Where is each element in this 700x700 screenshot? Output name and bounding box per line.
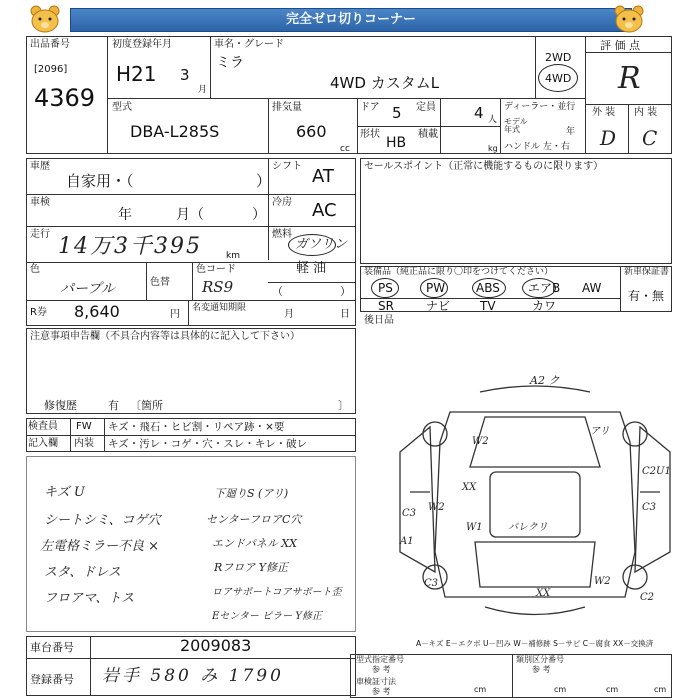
- history-value: 自家用・（: [66, 172, 134, 190]
- chassis-label: 車台番号: [30, 641, 74, 654]
- mark-w2-a: W2: [472, 436, 489, 447]
- entry-label: 記入欄: [28, 438, 58, 449]
- dealer-model-year-label: モデル 年式: [504, 117, 528, 134]
- dealer-handle-label: ハンドル 左・右: [504, 142, 570, 152]
- score-int-value: C: [642, 126, 658, 150]
- equip-ps-circle: [371, 278, 399, 298]
- note-left-4: スタ、ドレス: [44, 565, 121, 580]
- type-code-label: 類別区分番号: [516, 655, 564, 664]
- mark-c2u1: C2U1: [642, 466, 671, 477]
- note-left-1: キズ U: [44, 485, 85, 500]
- equip-navi: ナビ: [426, 299, 451, 313]
- mark-w2-b: W2: [428, 502, 445, 513]
- fuel-diesel: 軽 油: [296, 261, 327, 276]
- mileage-label: 走行: [30, 229, 50, 240]
- color-code-label: 色コード: [196, 264, 236, 275]
- sales-point-section: [360, 158, 672, 264]
- ac-label: 冷房: [272, 197, 292, 208]
- model-label: 型式: [112, 102, 132, 113]
- note-right-2: センターフロアC穴: [206, 513, 302, 526]
- warranty-label: 新車保証書: [624, 267, 670, 277]
- entry-items: キズ・汚レ・コゲ・穴・スレ・キレ・破レ: [108, 438, 308, 450]
- cert-label: 車検証寸法: [356, 677, 396, 686]
- mark-xx-b: XX: [536, 588, 551, 599]
- recycle-unit: 円: [170, 309, 180, 320]
- fuel-close: ）: [340, 285, 351, 298]
- history-label: 車歴: [30, 161, 50, 172]
- capacity-unit: 人: [488, 115, 498, 125]
- color-value: パープル: [60, 281, 115, 297]
- mark-w2-c: W2: [594, 576, 611, 587]
- inspection-label: 車検: [30, 197, 50, 208]
- inspection-month: 月（: [176, 207, 204, 223]
- drive-4wd: 4WD: [545, 72, 572, 85]
- cm-2: cm: [554, 685, 567, 694]
- capacity-value: 4: [474, 104, 484, 122]
- note-right-3: エンドパネル XX: [212, 537, 297, 550]
- banner-title: 完全ゼロ切りコーナー: [70, 8, 632, 32]
- capacity-label: 定員: [416, 102, 436, 113]
- model-value: DBA-L285S: [130, 122, 220, 141]
- model-code-label: 型式指定番号: [356, 655, 404, 664]
- note-right-5: ロアサポートコアサポート歪: [212, 587, 342, 598]
- mark-ari: アリ: [590, 426, 610, 437]
- inspection-close: ）: [252, 207, 266, 223]
- registration-month: 3: [180, 66, 190, 84]
- equip-aw: AW: [582, 281, 602, 295]
- shift-label: シフト: [272, 161, 302, 172]
- equip-airbag-circle: [522, 278, 556, 298]
- mark-c3-a: C3: [402, 508, 417, 519]
- diagram-legend: A－キズ E－エクボ U－凹み W－補修跡 S－サビ C－腐食 XX－交換済: [416, 639, 654, 648]
- note-right-1: 下廻りS (アリ): [214, 487, 289, 500]
- equipment-label: 装備品（純正品に限り〇印をつけてください）: [364, 267, 554, 277]
- shift-value: AT: [312, 166, 334, 187]
- bear-mascot-left-icon: [28, 4, 62, 34]
- equip-pw: PW: [426, 281, 446, 295]
- entry-interior: 内装: [74, 438, 94, 449]
- bear-mascot-right-icon: [612, 4, 646, 34]
- cm-3: cm: [606, 685, 619, 694]
- inspection-year: 年: [118, 207, 132, 223]
- shape-value: HB: [386, 135, 407, 151]
- note-right-4: Rフロア Y修正: [214, 561, 289, 574]
- car-damage-diagram: [390, 372, 680, 632]
- mark-top: A2 ク: [530, 374, 560, 387]
- mark-c3-b: C3: [642, 502, 657, 513]
- inspector-items: キズ・飛石・ヒビ割・リペア跡・×要: [108, 421, 285, 433]
- notice-month: 月: [284, 309, 294, 320]
- fuel-label: 燃料: [272, 229, 292, 240]
- note-right-6: Eセンター ピラー Y修正: [212, 611, 322, 622]
- mark-a1: A1: [400, 536, 414, 547]
- equip-tv: TV: [480, 299, 496, 313]
- chassis-value: 2009083: [180, 636, 252, 655]
- equip-pw-circle: [420, 278, 448, 298]
- cm-1: cm: [474, 685, 487, 694]
- engine-unit: cc: [340, 144, 350, 154]
- inspector-label: 検査員: [28, 421, 58, 432]
- car-label: 車名・グレード: [214, 39, 284, 50]
- mark-c2: C2: [640, 592, 655, 603]
- registration-label: 初度登録年月: [112, 39, 172, 50]
- fuel-open: （: [272, 285, 283, 298]
- repair-value: 有: [108, 399, 119, 412]
- equip-airbag: エアB: [528, 281, 561, 295]
- model-code-ref: 参 考: [372, 665, 391, 674]
- history-close: ）: [256, 172, 272, 190]
- equip-abs: ABS: [476, 281, 500, 295]
- shape-label: 形状: [360, 129, 380, 140]
- ac-value: AC: [312, 200, 337, 221]
- dealer-label: ディーラー・並行: [504, 102, 576, 112]
- equip-abs-circle: [472, 278, 506, 298]
- doors-value: 5: [392, 104, 402, 122]
- lot-sub: [2096]: [34, 64, 68, 75]
- cm-4: cm: [654, 685, 667, 694]
- mileage-value: 14万3千395: [58, 234, 202, 259]
- repair-close: 〕: [338, 399, 349, 412]
- car-name: ミラ: [216, 55, 244, 71]
- sales-point-label: セールスポイント（正常に機能するものに限ります）: [364, 161, 604, 172]
- plate-value: 岩手 580 み 1790: [102, 666, 284, 686]
- color-label: 色: [30, 264, 40, 275]
- warranty-value: 有・無: [628, 289, 665, 303]
- notice-day: 日: [340, 309, 350, 320]
- repair-label: 修復歴: [44, 399, 77, 412]
- engine-label: 排気量: [272, 102, 302, 113]
- mark-c3-c: C3: [424, 578, 439, 589]
- equip-ps: PS: [378, 281, 393, 295]
- post-install-label: 後日品: [364, 315, 394, 326]
- remarks-label: 注意事項申告欄（不具合内容等は具体的に記入して下さい）: [30, 331, 300, 342]
- mileage-unit: km: [226, 251, 240, 261]
- load-label: 積載: [418, 129, 438, 140]
- doors-label: ドア: [360, 102, 380, 113]
- recycle-label: R券: [30, 307, 47, 318]
- registration-month-unit: 月: [198, 85, 208, 95]
- mark-pareku: パレクリ: [508, 522, 548, 533]
- type-code-ref: 参 考: [532, 665, 551, 674]
- mark-w1: W1: [466, 522, 483, 533]
- score-label: 評 価 点: [600, 39, 640, 52]
- dealer-year-unit: 年: [566, 127, 576, 137]
- lot-number: 4369: [34, 84, 96, 112]
- notice-label: 名変通知期限: [192, 303, 247, 313]
- note-left-2: シートシミ、コゲ穴: [44, 513, 161, 528]
- color-change-label: 色替: [150, 277, 170, 288]
- color-code: RS9: [202, 278, 234, 296]
- equip-sr: SR: [378, 299, 394, 313]
- score-ext-value: D: [600, 126, 617, 150]
- repair-parts: 〔箇所: [130, 399, 163, 412]
- recycle-value: 8,640: [74, 302, 120, 321]
- load-unit: kg: [488, 144, 498, 153]
- cert-ref: 参 考: [372, 687, 391, 696]
- drive-2wd: 2WD: [545, 51, 572, 64]
- note-left-3: 左電格ミラー不良 ×: [40, 539, 160, 554]
- mark-xx-a: XX: [462, 482, 477, 493]
- top-section: [26, 36, 672, 154]
- score-int-label: 内 装: [634, 107, 658, 118]
- inspector-fw: FW: [76, 421, 92, 432]
- plate-label: 登録番号: [30, 673, 74, 686]
- equip-leather: カワ: [532, 299, 557, 313]
- engine-value: 660: [296, 122, 327, 141]
- registration-year: H21: [116, 62, 157, 86]
- score-ext-label: 外 装: [592, 107, 616, 118]
- score-value: R: [618, 61, 641, 96]
- note-left-5: フロアマ、トス: [44, 591, 135, 606]
- lot-label: 出品番号: [30, 39, 70, 50]
- fuel-gasoline: ガソリン: [295, 237, 348, 252]
- car-grade: 4WD カスタムL: [330, 74, 440, 92]
